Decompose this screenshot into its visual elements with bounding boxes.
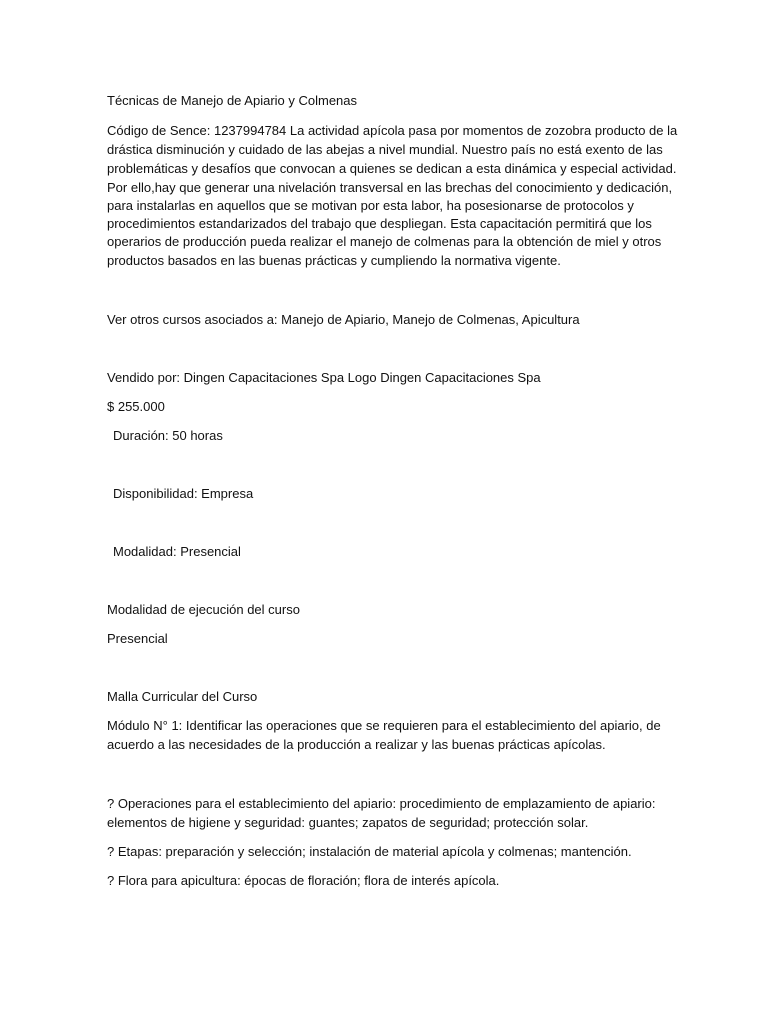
- intro-line: procedimientos estandarizados del trabajo que despliegan. Esta capacitación permitirá que los: [107, 216, 652, 231]
- duration-text: Duración: 50 horas: [113, 428, 223, 443]
- intro-line: para instalarlas en aquellos que se motivan por esta labor, ha posesionarse de protocolos y: [107, 198, 634, 213]
- bullet-line: ? Etapas: preparación y selección; instalación de material apícola y colmenas; mantención.: [107, 844, 632, 859]
- intro-line: problemáticas y desafíos que convocan a quienes se dedican a esta dinámica y especial actividad.: [107, 161, 677, 176]
- modality-text: Modalidad: Presencial: [113, 544, 241, 559]
- price-text: $ 255.000: [107, 399, 165, 414]
- intro-line: drástica disminución y cuidado de las abejas a nivel mundial. Nuestro país no está exento de las: [107, 142, 663, 157]
- bullet-line: ? Flora para apicultura: épocas de floración; flora de interés apícola.: [107, 873, 500, 888]
- curriculum-heading: Malla Curricular del Curso: [107, 689, 258, 704]
- execution-heading: Modalidad de ejecución del curso: [107, 602, 300, 617]
- intro-line: operarios de producción pueda realizar el manejo de colmenas para la obtención de miel y otros: [107, 234, 662, 249]
- related-courses-text: Ver otros cursos asociados a: Manejo de Apiario, Manejo de Colmenas, Apicultura: [107, 312, 580, 327]
- intro-line: productos basados en las buenas prácticas y cumpliendo la normativa vigente.: [107, 253, 561, 268]
- availability-text: Disponibilidad: Empresa: [113, 486, 254, 501]
- execution-value: Presencial: [107, 631, 168, 646]
- module-line: acuerdo a las necesidades de la producción a realizar y las buenas prácticas apícolas.: [107, 737, 606, 752]
- sold-by-text: Vendido por: Dingen Capacitaciones Spa Logo Dingen Capacitaciones Spa: [107, 370, 541, 385]
- intro-line: Código de Sence: 1237994784 La actividad apícola pasa por momentos de zozobra producto de la: [107, 123, 678, 138]
- document-title: Técnicas de Manejo de Apiario y Colmenas: [107, 93, 358, 108]
- bullet-line: ? Operaciones para el establecimiento del apiario: procedimiento de emplazamiento de apiario:: [107, 796, 656, 811]
- module-line: Módulo N° 1: Identificar las operaciones que se requieren para el establecimiento del apiario, de: [107, 718, 661, 733]
- intro-line: Por ello,hay que generar una nivelación transversal en las brechas del conocimiento y dedicación,: [107, 180, 673, 195]
- bullet-line: elementos de higiene y seguridad: guantes; zapatos de seguridad; protección solar.: [107, 815, 589, 830]
